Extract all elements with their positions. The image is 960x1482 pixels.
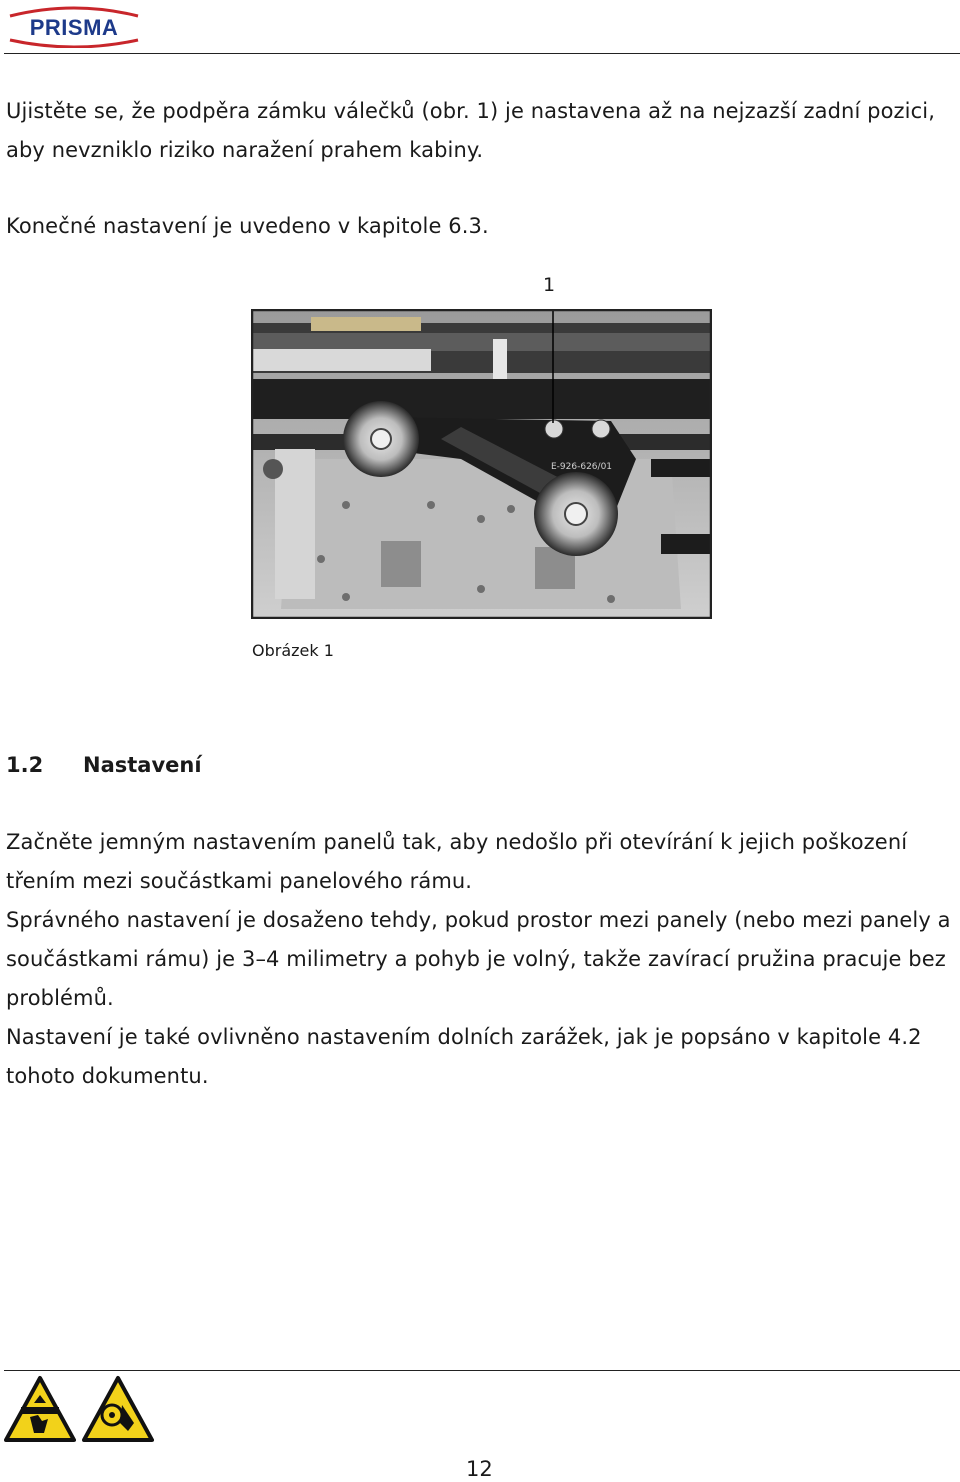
figure-caption: Obrázek 1 — [252, 641, 334, 660]
hand-crush-warning-icon — [4, 1375, 76, 1443]
section-heading — [6, 749, 202, 781]
section-body: Začněte jemným nastavením panelů tak, aby nedošlo při otevírání k jejich poškození třením mezi součástkami panelového rámu. Správného nastavení je dosaženo tehdy, pokud prostor mezi panely (nebo mezi panely a součástkami rámu) je 3–4 milimetry a pohyb je volný, takže zavírací pružina pracuje bez problémů. Nastavení je také ovlivněno nastavením dolních zarážek, jak je popsáno v kapitole 4.2 tohoto dokumentu. — [6, 830, 951, 1088]
prisma-logo — [4, 4, 144, 48]
figure-callout-number: 1 — [543, 274, 556, 296]
hand-entanglement-warning-icon — [82, 1375, 154, 1443]
footer-divider — [4, 1370, 960, 1371]
intro-paragraph-2: Konečné nastavení je uvedeno v kapitole 6.3. — [6, 214, 489, 238]
part-marking: E-926-626/01 — [551, 462, 613, 472]
roller-lock-photo — [251, 309, 712, 619]
intro-paragraph-1: Ujistěte se, že podpěra zámku válečků (obr. 1) je nastavena až na nejzazší zadní pozici, aby nevzniklo riziko naražení prahem kabiny. — [6, 99, 935, 162]
section-number: 1.2 — [6, 753, 44, 777]
header-divider — [4, 53, 960, 54]
page-number: 12 — [466, 1457, 493, 1481]
section-title: Nastavení — [83, 753, 202, 777]
logo-text: PRISMA — [29, 15, 119, 40]
